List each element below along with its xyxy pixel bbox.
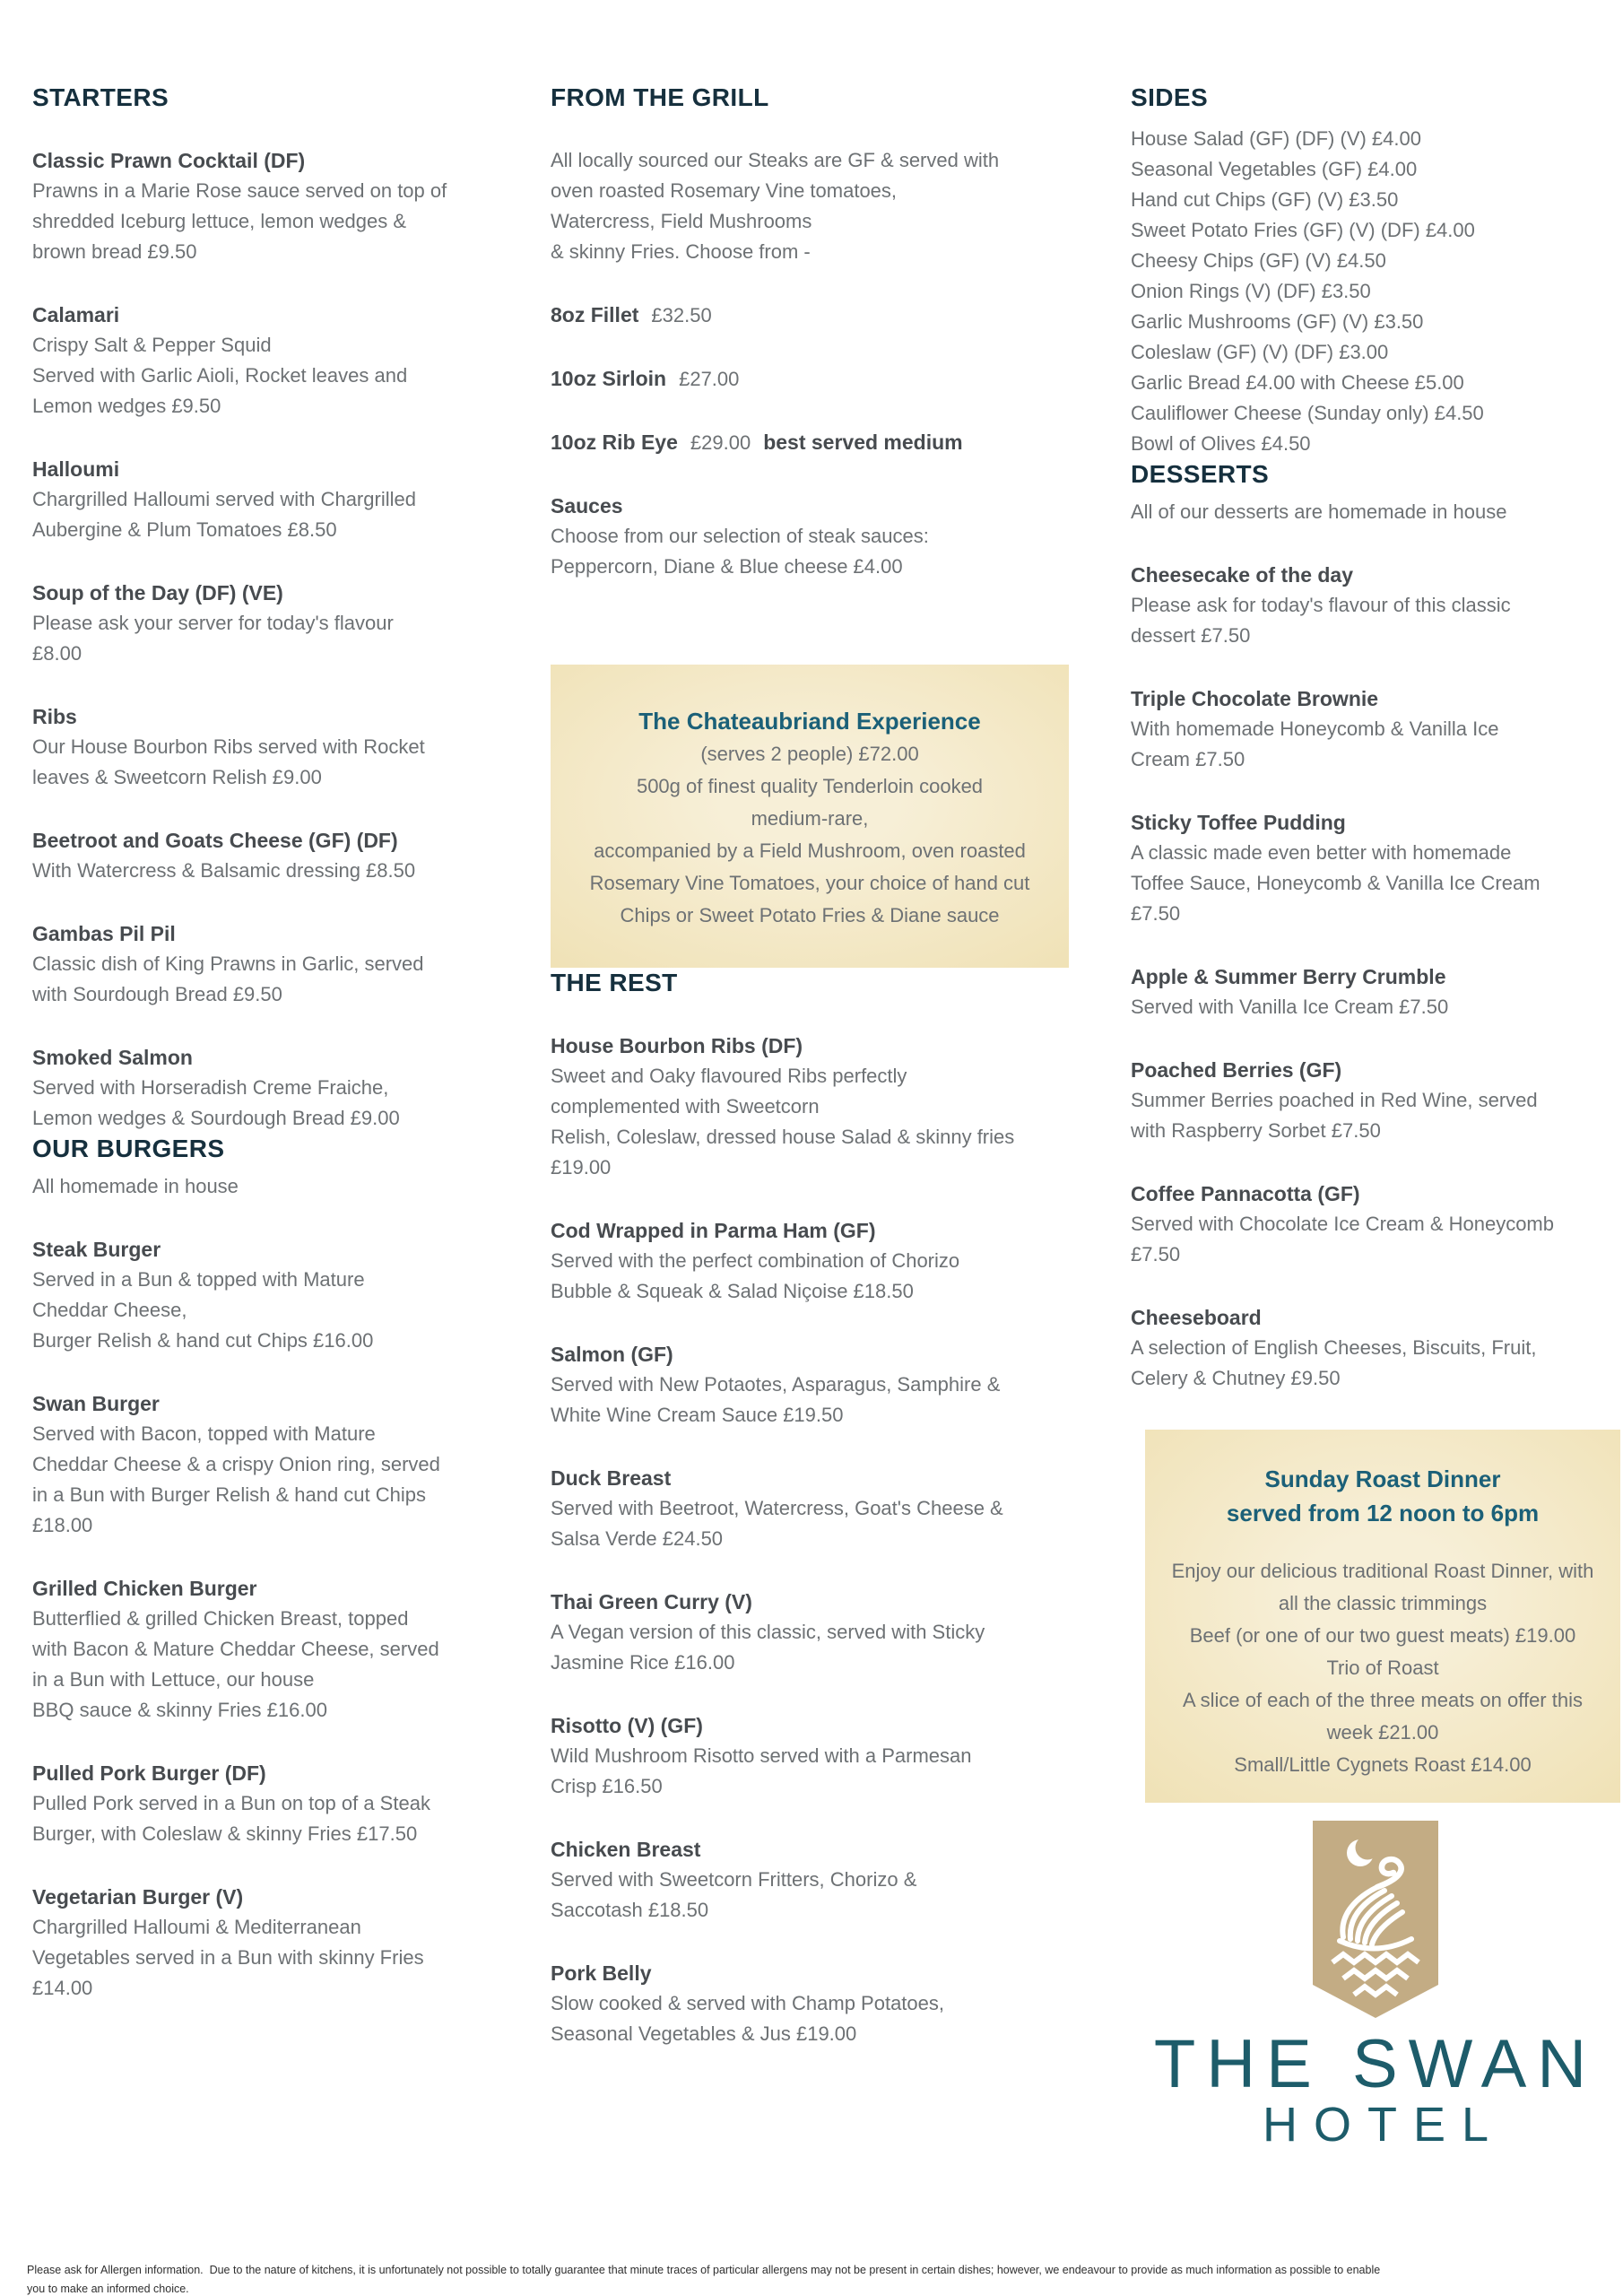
item-desc: A selection of English Cheeses, Biscuits, Fruit, Celery & Chutney £9.50 <box>1131 1336 1537 1389</box>
item-name: Thai Green Curry (V) <box>551 1590 752 1613</box>
hotel-wordmark: THE SWAN <box>1153 2026 1598 2102</box>
side-item: Onion Rings (V) (DF) £3.50 <box>1131 280 1371 302</box>
steak-option <box>551 363 1069 395</box>
steak-option <box>551 300 1069 331</box>
item-desc: Crispy Salt & Pepper Squid Served with Garlic Aioli, Rocket leaves and Lemon wedges £9.50 <box>32 334 408 417</box>
item-name: Grilled Chicken Burger <box>32 1577 257 1600</box>
desserts-heading: DESSERTS <box>1131 460 1270 488</box>
item-desc: Served with Vanilla Ice Cream £7.50 <box>1131 996 1449 1018</box>
item-desc: Prawns in a Marie Rose sauce served on top of shredded Iceburg lettuce, lemon wedges & brown bread £9.50 <box>32 179 447 263</box>
menu-item <box>32 701 511 793</box>
item-desc: Pulled Pork served in a Bun on top of a Steak Burger, with Coleslaw & skinny Fries £17.50 <box>32 1792 430 1845</box>
item-desc: Sweet and Oaky flavoured Ribs perfectly complemented with Sweetcorn Relish, Coleslaw, dressed house Salad & skinny fries £19.00 <box>551 1065 1015 1178</box>
item-desc: Wild Mushroom Risotto served with a Parmesan Crisp £16.50 <box>551 1744 972 1797</box>
menu-item <box>1131 1178 1620 1270</box>
sides-heading: SIDES <box>1131 83 1209 111</box>
item-desc: Choose from our selection of steak sauces: Peppercorn, Diane & Blue cheese £4.00 <box>551 525 929 578</box>
side-item: Garlic Bread £4.00 with Cheese £5.00 <box>1131 371 1464 394</box>
desserts-note: All of our desserts are homemade in house <box>1131 500 1507 523</box>
item-desc: Please ask for today's flavour of this classic dessert £7.50 <box>1131 594 1511 647</box>
item-desc: Served in a Bun & topped with Mature Cheddar Cheese, Burger Relish & hand cut Chips £16.00 <box>32 1268 374 1352</box>
swan-shield-icon <box>1313 1821 1438 2018</box>
side-item: Garlic Mushrooms (GF) (V) £3.50 <box>1131 310 1424 333</box>
item-name: Apple & Summer Berry Crumble <box>1131 965 1446 988</box>
burgers-note: All homemade in house <box>32 1175 239 1197</box>
item-desc: Served with Sweetcorn Fritters, Chorizo & Saccotash £18.50 <box>551 1868 917 1921</box>
menu-item <box>32 1573 511 1726</box>
item-name: 8oz Fillet <box>551 303 639 326</box>
menu-item <box>551 1710 1069 1802</box>
menu-item <box>551 1834 1069 1926</box>
item-desc: Served with Horseradish Creme Fraiche, Lemon wedges & Sourdough Bread £9.00 <box>32 1076 400 1129</box>
sunday-roast-body: Enjoy our delicious traditional Roast Dinner, with all the classic trimmings Beef (or one of our two guest meats) £19.00 Trio of Roast A slice of each of the three meats on offer this week £21.00 Small/Little Cygnets Roast £14.00 <box>1171 1560 1594 1776</box>
menu-item <box>32 918 511 1010</box>
item-name: House Bourbon Ribs (DF) <box>551 1034 803 1057</box>
allergen-notice: Please ask for Allergen information. Due to the nature of kitchens, it is unfortunately not possible to totally guarantee that minute traces of particular allergens may not be present in certain dishes; however, we endeavour to provide as much information as possible to enable you to make an informed choice. <box>27 2264 1381 2295</box>
hotel-wordmark-sub: HOTEL <box>1262 2098 1506 2152</box>
sunday-roast-subtitle: served from 12 noon to 6pm <box>1226 1500 1540 1526</box>
item-desc: Served with the perfect combination of Chorizo Bubble & Squeak & Salad Niçoise £18.50 <box>551 1249 960 1302</box>
starters-column <box>32 83 511 2004</box>
menu-item <box>32 1234 511 1356</box>
item-name: Gambas Pil Pil <box>32 922 176 945</box>
menu-item <box>32 1042 511 1134</box>
item-desc: Our House Bourbon Ribs served with Rocket leaves & Sweetcorn Relish £9.00 <box>32 735 425 788</box>
menu-item <box>32 1758 511 1849</box>
sunday-roast-title: Sunday Roast Dinner <box>1264 1465 1501 1492</box>
item-desc: Please ask your server for today's flavour £8.00 <box>32 612 394 665</box>
item-desc: Served with Chocolate Ice Cream & Honeycomb £7.50 <box>1131 1213 1554 1265</box>
item-name: Classic Prawn Cocktail (DF) <box>32 149 306 172</box>
menu-item <box>551 1031 1069 1183</box>
menu-item <box>32 454 511 545</box>
sunday-roast-box <box>1145 1430 1620 1803</box>
item-desc: Summer Berries poached in Red Wine, served with Raspberry Sorbet £7.50 <box>1131 1089 1538 1142</box>
item-name: Steak Burger <box>32 1238 161 1261</box>
item-name: Sticky Toffee Pudding <box>1131 811 1346 834</box>
item-desc: With Watercress & Balsamic dressing £8.50 <box>32 859 416 882</box>
item-name: Halloumi <box>32 457 120 481</box>
side-item: Hand cut Chips (GF) (V) £3.50 <box>1131 188 1399 211</box>
side-item: Cheesy Chips (GF) (V) £4.50 <box>1131 249 1386 272</box>
item-name: Ribs <box>32 705 77 728</box>
menu-item <box>32 145 511 267</box>
item-name: Coffee Pannacotta (GF) <box>1131 1182 1360 1205</box>
item-price: £29.00 <box>690 431 751 454</box>
item-name: Cheesecake of the day <box>1131 563 1354 587</box>
item-desc: Slow cooked & served with Champ Potatoes, Seasonal Vegetables & Jus £19.00 <box>551 1992 945 2045</box>
menu-item <box>1131 683 1620 775</box>
side-item: House Salad (GF) (DF) (V) £4.00 <box>1131 127 1421 150</box>
item-name: Vegetarian Burger (V) <box>32 1885 244 1909</box>
menu-item <box>551 1958 1069 2049</box>
sides-list <box>1131 124 1620 459</box>
grill-column <box>551 83 1069 2049</box>
item-name: Poached Berries (GF) <box>1131 1058 1342 1082</box>
item-desc: Chargrilled Halloumi served with Chargrilled Aubergine & Plum Tomatoes £8.50 <box>32 488 416 541</box>
item-desc: A classic made even better with homemade Toffee Sauce, Honeycomb & Vanilla Ice Cream £7.50 <box>1131 841 1541 925</box>
menu-item <box>551 1339 1069 1431</box>
menu-item <box>1131 1302 1620 1394</box>
menu-item <box>32 1388 511 1541</box>
side-item: Seasonal Vegetables (GF) £4.00 <box>1131 158 1418 180</box>
menu-item <box>32 825 511 886</box>
chateaubriand-box <box>551 665 1069 968</box>
side-item: Coleslaw (GF) (V) (DF) £3.00 <box>1131 341 1389 363</box>
menu-item <box>1131 560 1620 651</box>
item-desc: Chargrilled Halloumi & Mediterranean Vegetables served in a Bun with skinny Fries £14.00 <box>32 1916 424 1999</box>
rest-heading: THE REST <box>551 969 678 996</box>
item-name: Sauces <box>551 494 623 517</box>
item-note: best served medium <box>763 430 963 454</box>
grill-intro: All locally sourced our Steaks are GF & served with oven roasted Rosemary Vine tomatoes, Watercress, Field Mushrooms & skinny Fries. Choose from - <box>551 149 1000 263</box>
item-name: Duck Breast <box>551 1466 672 1490</box>
item-desc: With homemade Honeycomb & Vanilla Ice Cream £7.50 <box>1131 718 1499 770</box>
item-name: Triple Chocolate Brownie <box>1131 687 1379 710</box>
menu-item <box>551 1215 1069 1307</box>
menu-item <box>1131 1055 1620 1146</box>
item-desc: Served with Bacon, topped with Mature Cheddar Cheese & a crispy Onion ring, served in a Bun with Burger Relish & hand cut Chips £18.00 <box>32 1422 440 1536</box>
item-name: Soup of the Day (DF) (VE) <box>32 581 283 604</box>
chateaubriand-title: The Chateaubriand Experience <box>638 708 981 735</box>
item-name: Pork Belly <box>551 1961 652 1985</box>
item-name: 10oz Sirloin <box>551 367 667 390</box>
item-desc: Classic dish of King Prawns in Garlic, served with Sourdough Bread £9.50 <box>32 952 424 1005</box>
menu-item <box>32 1882 511 2004</box>
item-name: Salmon (GF) <box>551 1343 673 1366</box>
grill-heading: FROM THE GRILL <box>551 83 769 111</box>
item-name: Cheeseboard <box>1131 1306 1262 1329</box>
item-name: Risotto (V) (GF) <box>551 1714 703 1737</box>
starters-heading: STARTERS <box>32 83 169 111</box>
item-desc: Served with New Potaotes, Asparagus, Samphire & White Wine Cream Sauce £19.50 <box>551 1373 1001 1426</box>
hotel-logo <box>1131 1821 1620 2152</box>
menu-item <box>551 491 1069 582</box>
menu-item <box>551 1587 1069 1678</box>
item-name: Cod Wrapped in Parma Ham (GF) <box>551 1219 876 1242</box>
steak-option <box>551 427 1069 458</box>
item-name: Calamari <box>32 303 120 326</box>
item-name: Smoked Salmon <box>32 1046 193 1069</box>
menu-item <box>32 300 511 422</box>
item-name: Chicken Breast <box>551 1838 701 1861</box>
item-price: £27.00 <box>679 368 740 390</box>
menu-item <box>1131 961 1620 1022</box>
item-desc: Butterflied & grilled Chicken Breast, topped with Bacon & Mature Cheddar Cheese, served in a Bun with Lettuce, our house BBQ sauce & skinny Fries £16.00 <box>32 1607 439 1721</box>
item-desc: Served with Beetroot, Watercress, Goat's Cheese & Salsa Verde £24.50 <box>551 1497 1003 1550</box>
menu-item <box>551 1463 1069 1554</box>
side-item: Sweet Potato Fries (GF) (V) (DF) £4.00 <box>1131 219 1475 241</box>
item-name: Swan Burger <box>32 1392 160 1415</box>
sides-column <box>1131 83 1620 2152</box>
side-item: Cauliflower Cheese (Sunday only) £4.50 <box>1131 402 1484 424</box>
menu-item <box>1131 807 1620 929</box>
menu-item <box>32 578 511 669</box>
chateaubriand-body: (serves 2 people) £72.00 500g of finest quality Tenderloin cooked medium-rare, accompanied by a Field Mushroom, oven roasted Rosemary Vine Tomatoes, your choice of hand cut Chips or Sweet Potato Fries & Diane sauce <box>589 743 1030 926</box>
item-desc: A Vegan version of this classic, served with Sticky Jasmine Rice £16.00 <box>551 1621 985 1674</box>
side-item: Bowl of Olives £4.50 <box>1131 432 1311 455</box>
burgers-heading: OUR BURGERS <box>32 1135 225 1162</box>
item-price: £32.50 <box>651 304 712 326</box>
item-name: Beetroot and Goats Cheese (GF) (DF) <box>32 829 398 852</box>
item-name: Pulled Pork Burger (DF) <box>32 1761 266 1785</box>
item-name: 10oz Rib Eye <box>551 430 678 454</box>
